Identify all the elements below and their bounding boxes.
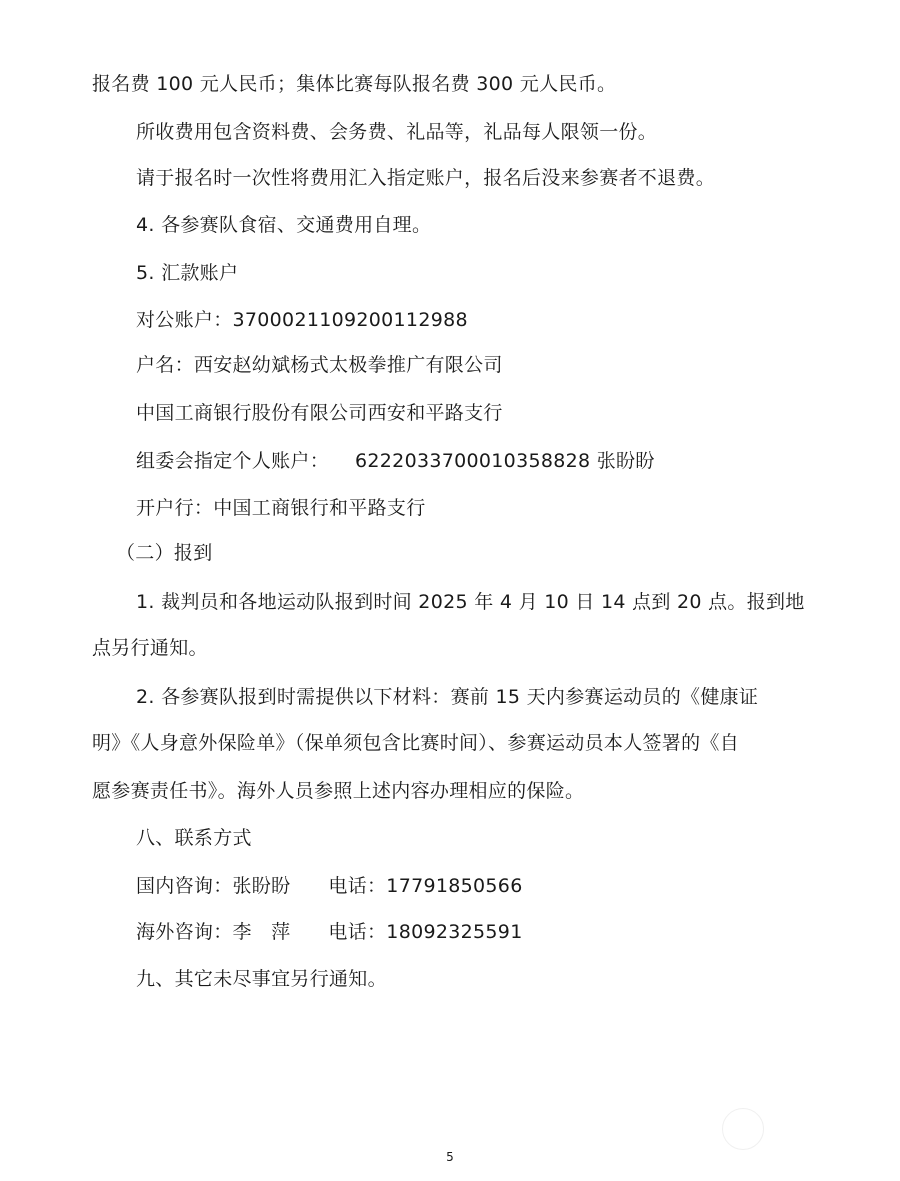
watermark-icon bbox=[722, 1108, 764, 1150]
personal-account-line bbox=[136, 449, 655, 473]
account-name-line: 户名：西安赵幼斌杨式太极拳推广有限公司 bbox=[136, 354, 503, 376]
checkin-item-2-line-1: 2. 各参赛队报到时需提供以下材料：赛前 15 天内参赛运动员的《健康证 bbox=[136, 686, 759, 708]
checkin-item-2-line-2: 明》《人身意外保险单》（保单须包含比赛时间）、参赛运动员本人签署的《自 bbox=[92, 732, 740, 754]
overseas-contact-phone: 电话：18092325591 bbox=[328, 921, 523, 943]
domestic-contact-phone: 电话：17791850566 bbox=[328, 875, 523, 897]
checkin-item-2-line-3: 愿参赛责任书》。海外人员参照上述内容办理相应的保险。 bbox=[92, 780, 585, 802]
contact-heading: 八、联系方式 bbox=[136, 827, 252, 849]
personal-account-number: 6222033700010358828 张盼盼 bbox=[355, 450, 655, 472]
overseas-contact-name: 海外咨询：李 萍 bbox=[136, 921, 291, 943]
fee-line: 报名费 100 元人民币；集体比赛每队报名费 300 元人民币。 bbox=[92, 73, 617, 95]
bank-name-line: 中国工商银行股份有限公司西安和平路支行 bbox=[136, 402, 503, 424]
personal-account-label: 组委会指定个人账户： bbox=[136, 450, 330, 472]
public-account-line: 对公账户：3700021109200112988 bbox=[136, 309, 468, 331]
fee-contents-line: 所收费用包含资料费、会务费、礼品等，礼品每人限领一份。 bbox=[136, 121, 658, 143]
domestic-contact-name: 国内咨询：张盼盼 bbox=[136, 875, 291, 897]
checkin-item-1-line-2: 点另行通知。 bbox=[92, 637, 208, 659]
page-number: 5 bbox=[446, 1150, 454, 1164]
accommodation-line: 4. 各参赛队食宿、交通费用自理。 bbox=[136, 214, 432, 236]
closing-line: 九、其它未尽事宜另行通知。 bbox=[136, 968, 387, 990]
domestic-contact-line bbox=[136, 874, 523, 898]
bank-branch-line: 开户行：中国工商银行和平路支行 bbox=[136, 497, 426, 519]
remittance-heading: 5. 汇款账户 bbox=[136, 262, 239, 284]
payment-instruction-line: 请于报名时一次性将费用汇入指定账户，报名后没来参赛者不退费。 bbox=[136, 167, 716, 189]
checkin-item-1-line-1: 1. 裁判员和各地运动队报到时间 2025 年 4 月 10 日 14 点到 20 点。报到地 bbox=[136, 591, 805, 613]
checkin-heading: （二）报到 bbox=[116, 542, 213, 564]
overseas-contact-line bbox=[136, 920, 523, 944]
